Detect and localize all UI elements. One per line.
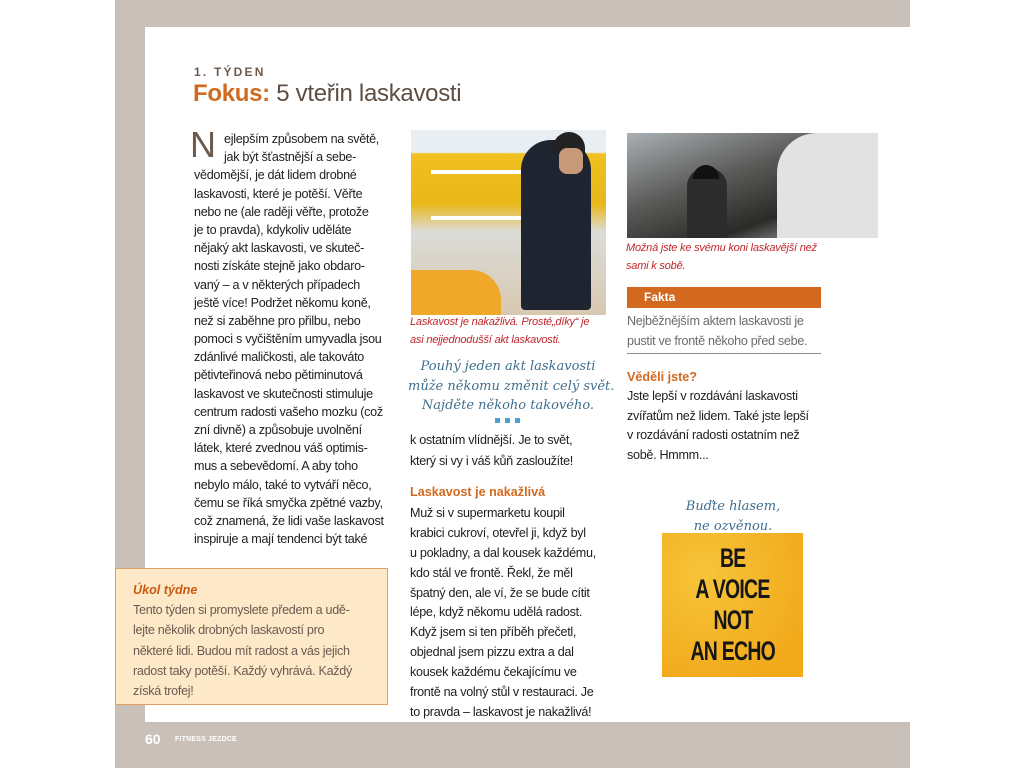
quote-line: může někomu změnit celý svět. (408, 378, 615, 394)
text-line: který si vy i váš kůň zasloužíte! (410, 454, 573, 468)
page-number: 60 (145, 731, 161, 747)
page-title (193, 80, 461, 108)
photo2-caption (626, 240, 817, 275)
text-line: zdánlivé maličkosti, ale takováto (194, 350, 364, 365)
text-line: nějaký akt laskavosti, ve skuteč- (194, 241, 364, 256)
text-line: pětivteřinová nebo pětiminutová (194, 368, 363, 383)
text-line: radost taky potěší. Každý vyhrává. Každý (133, 663, 352, 678)
text-line: vědomější, je dát lidem drobné (194, 168, 357, 183)
text-line: vaný – a v některých případech (194, 277, 361, 292)
week-kicker: 1. TÝDEN (194, 65, 266, 79)
caption-line: sami k sobě. (626, 259, 686, 272)
photo-rider-handshake (411, 130, 606, 315)
text-line: je to pravda), kdykoliv uděláte (194, 222, 352, 237)
text-line: lejte několik drobných laskavostí pro (133, 623, 325, 638)
text-line: to pravda – laskavost je nakažlivá! (410, 704, 592, 719)
caption-line: Laskavost je nakažlivá. Prosté„díky“ je (410, 316, 590, 328)
title-accent: Fokus: (193, 80, 270, 107)
caption-line: ne ozvěnou. (693, 518, 773, 534)
text-line: zvířatům než lidem. Také jste lepší (627, 408, 809, 423)
text-line: čemu se říká smyčka zpětné vazby, (194, 495, 383, 510)
text-line: nosti získáte stejně jako obdaro- (194, 259, 365, 274)
photo1-caption (410, 314, 589, 349)
poster-line: A VOICE (695, 574, 770, 604)
weekly-task-title: Úkol týdne (133, 583, 198, 597)
fakta-text (627, 312, 807, 351)
main-text-column (194, 130, 384, 548)
quote-line: Pouhý jeden akt laskavosti (420, 359, 596, 374)
text-line: lépe, když někomu udělá radost. (410, 605, 583, 620)
text-line: zní divně) a způsobuje uvolnění (194, 423, 362, 437)
text-line: nebo ne (ale raději věřte, protože (194, 204, 369, 219)
poster-line: AN ECHO (690, 636, 775, 666)
text-line: nebylo málo, také to vytváří něco, (194, 477, 372, 492)
quote-dots (487, 418, 527, 423)
caption-line: Buďte hlasem, (685, 499, 781, 514)
text-line: v rozdávání radosti ostatním než (627, 428, 800, 442)
text-line: Jste lepší v rozdávání laskavosti (627, 389, 798, 403)
text-line: sobě. Hmmm... (627, 447, 709, 462)
text-line: inspiruje a mají tendenci být také (194, 532, 368, 547)
drop-cap: N (190, 124, 216, 165)
text-line: laskavosti, které je potěší. Věřte (194, 186, 363, 201)
poster-line: NOT (713, 605, 752, 635)
text-line: k ostatním vlídnější. Je to svět, (410, 433, 573, 447)
text-line: mus a sebevědomí. A aby toho (194, 459, 358, 474)
section-text (410, 504, 596, 723)
poster-be-a-voice (662, 533, 803, 677)
weekly-task-box (115, 568, 388, 705)
text-line: ejlepším způsobem na světě, (224, 132, 380, 146)
text-line: Když jsem si ten příběh přečetl, (410, 625, 577, 640)
text-line: laskavost ve skutečnosti stimuluje (194, 386, 373, 401)
section-heading: Laskavost je nakažlivá (410, 485, 546, 499)
fakta-header: Fakta (627, 287, 821, 308)
text-line: u pokladny, a dal kousek každému, (410, 545, 596, 560)
text-line: jak být šťastnější a sebe- (224, 150, 357, 165)
fakta-divider (627, 353, 821, 354)
quote-line: Najděte někoho takového. (421, 398, 595, 413)
text-line: Tento týden si promyslete předem a udě- (133, 603, 350, 617)
text-line: centrum radosti vašeho mozku (což (194, 404, 383, 419)
text-line: některé lidi. Budou mít radost a vás jejich (133, 643, 350, 658)
poster-caption (662, 497, 804, 536)
caption-line: Možná jste ke svému koni laskavější než (626, 242, 817, 254)
text-line: špatný den, ale ví, že se bude cítit (410, 585, 590, 600)
text-line: krabici cukroví, otevřel ji, když byl (410, 525, 586, 540)
text-line: což znamená, že lidi vaše laskavost (194, 513, 384, 528)
book-title: FITNESS JEZDCE (175, 736, 237, 743)
caption-line: asi nejjednodušší akt laskavosti. (410, 333, 561, 346)
did-you-know-heading: Věděli jste? (627, 370, 697, 384)
text-line: získá trofej! (133, 684, 194, 699)
pull-quote (408, 357, 615, 416)
text-line: pomoci s vyčištěním umyvadla jsou (194, 332, 382, 347)
text-line: kdo stál ve frontě. Řekl, že měl (410, 565, 573, 580)
text-line: pustit ve frontě někoho před sebe. (627, 333, 808, 348)
poster-line: BE (719, 543, 746, 573)
photo-rider-horse (627, 133, 878, 238)
text-line: frontě na volný stůl v restauraci. Je (410, 685, 594, 700)
text-line: Nejběžnějším aktem laskavosti je (627, 314, 804, 328)
text-line: kousek každému čekajícímu ve (410, 665, 577, 680)
text-line: ještě více! Podržet někomu koně, (194, 295, 371, 310)
title-rest: 5 vteřin laskavosti (269, 80, 462, 107)
main-text-continuation (410, 430, 573, 472)
did-you-know-text (627, 387, 809, 465)
text-line: než si zaběhne pro přilbu, nebo (194, 313, 361, 328)
text-line: látek, které zvednou váš optimis- (194, 441, 368, 456)
text-line: objednal jsem pizzu extra a dal (410, 645, 574, 660)
text-line: Muž si v supermarketu koupil (410, 506, 565, 520)
